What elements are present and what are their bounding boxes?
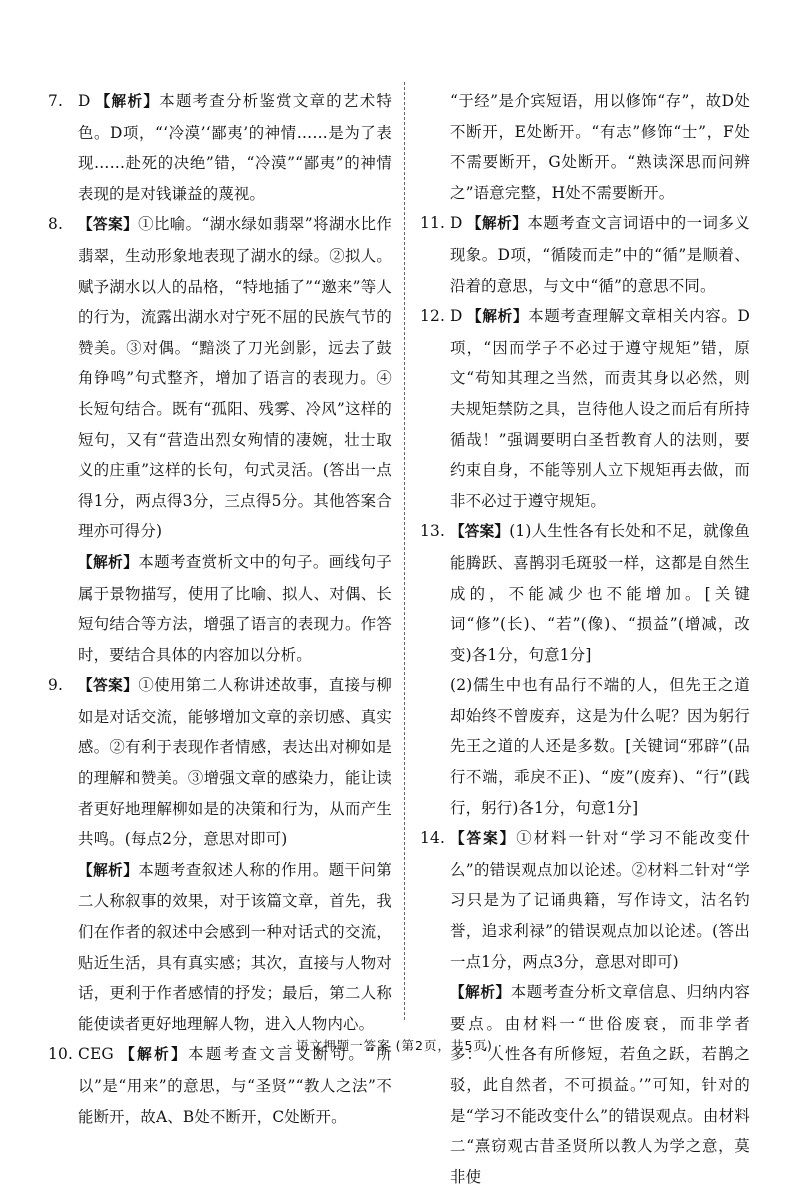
paragraph-text: (2)儒生中也有品行不端的人，但先王之道却始终不曾废弃，这是为什么呢？因为躬行先王之道的人还是多数。[关键词“邪辟”(品行不端，乖戾不正)、“废”(废弃)、“行”(践行，躬行)各1分，句意1分] bbox=[450, 676, 750, 817]
paragraph-text: “于经”是介宾短语，用以修饰“存”，故D处不断开，E处断开。“有志”修饰“士”，F处不需要断开，G处断开。“熟读深思而问辨之”语意完整，H处不需要断开。 bbox=[450, 92, 750, 202]
answer-item bbox=[420, 86, 750, 208]
paragraph-text: 本题考查文言文断句。“所以”是“用来”的意思，与“圣贤”“教人之法”不能断开，故A、B处不断开，C处断开。 bbox=[78, 1045, 392, 1126]
answer-paragraph bbox=[450, 977, 750, 1192]
paragraph-text: 本题考查赏析文中的句子。画线句子属于景物描写，使用了比喻、拟人、对偶、长短句结合等方法，增强了语言的表现力。作答时，要结合具体的内容加以分析。 bbox=[78, 552, 392, 664]
right-column bbox=[420, 86, 750, 1192]
paragraph-text: 本题考查分析文章信息、归纳内容要点。由材料一“世俗废衰，而非学者多：‘人性各有所修短，若鱼之跃，若鹊之驳，此自然者，不可损益。’”可知，针对的是“学习不能改变什么”的错误观点。由材料二“熹窃观古昔圣贤所以教人为学之意，莫非使 bbox=[450, 983, 750, 1186]
question-number: 10. bbox=[48, 1045, 74, 1064]
answer-paragraph bbox=[450, 301, 750, 516]
section-tag: 【答案】 bbox=[78, 677, 139, 695]
answer-paragraph bbox=[78, 86, 392, 209]
question-number: 14. bbox=[420, 829, 446, 848]
answer-choice: CEG bbox=[78, 1045, 114, 1064]
paragraph-text: ①比喻。“湖水绿如翡翠”将湖水比作翡翠，生动形象地表现了湖水的绿。②拟人。赋予湖水以人的品格，“特地插了”“邀来”等人的行为，流露出湖水对宁死不屈的民族气节的赞美。③对偶。“黯淡了刀光剑影，远去了鼓角铮鸣”句式整齐，增加了语言的表现力。④长短句结合。既有“孤阳、残雾、冷风”这样的短句，又有“营造出烈女殉情的凄婉，壮士取义的庄重”这样的长句，句式灵活。(答出一点得1分，两点得3分，三点得5分。其他答案合理亦可得分) bbox=[78, 215, 392, 541]
answer-item bbox=[48, 670, 392, 1039]
section-tag: 【答案】 bbox=[450, 523, 510, 541]
paragraph-text: ①使用第二人称讲述故事，直接与柳如是对话交流，能够增加文章的亲切感、真实感。②有利于表现作者情感，表达出对柳如是的理解和赞美。③增强文章的感染力，能让读者更好地理解柳如是的决策和行为，从而产生共鸣。(每点2分，意思对即可) bbox=[78, 676, 392, 849]
paragraph-text: 本题考查分析鉴赏文章的艺术特色。D项，“‘冷漠’‘鄙夷’的神情……是为了表现……赴死的决绝”错，“冷漠”“鄙夷”的神情表现的是对钱谦益的蔑视。 bbox=[78, 92, 392, 203]
question-number: 13. bbox=[420, 522, 446, 541]
column-divider bbox=[404, 82, 405, 1020]
section-tag: 【解析】 bbox=[466, 308, 529, 326]
left-column bbox=[48, 86, 392, 1132]
answer-paragraph bbox=[450, 208, 750, 301]
answer-choice: D bbox=[450, 214, 463, 233]
answer-item bbox=[420, 208, 750, 301]
answer-paragraph bbox=[78, 209, 392, 547]
paragraph-text: 本题考查文言词语中的一词多义现象。D项，“循陵而走”中的“循”是顺着、沿着的意思，与文中“循”的意思不同。 bbox=[450, 214, 750, 295]
section-tag: 【解析】 bbox=[466, 215, 528, 233]
section-tag: 【解析】 bbox=[78, 553, 139, 571]
paragraph-text: (1)人生性各有长处和不足，就像鱼能腾跃、喜鹊羽毛斑驳一样，这都是自然生成的，不能减少也不能增加。[关键词“修”(长)、“若”(像)、“损益”(增减，改变)各1分，句意1分] bbox=[450, 522, 750, 664]
answer-paragraph bbox=[450, 670, 750, 823]
answer-choice: D bbox=[450, 307, 463, 326]
section-tag: 【解析】 bbox=[117, 1046, 189, 1064]
answer-item bbox=[420, 516, 750, 823]
question-number: 12. bbox=[420, 307, 446, 326]
question-number: 8. bbox=[48, 215, 64, 234]
section-tag: 【解析】 bbox=[78, 861, 139, 879]
page-footer: · 语文押题一答案 (第2页，共5页) · bbox=[286, 1038, 503, 1053]
section-tag: 【答案】 bbox=[78, 216, 139, 234]
section-tag: 【答案】 bbox=[450, 830, 517, 848]
answer-paragraph bbox=[450, 823, 750, 977]
answer-paragraph bbox=[78, 547, 392, 670]
section-tag: 【解析】 bbox=[450, 984, 511, 1002]
answer-item bbox=[48, 209, 392, 670]
answer-paragraph bbox=[450, 516, 750, 670]
answer-paragraph bbox=[450, 86, 750, 208]
question-number: 11. bbox=[420, 214, 446, 233]
answer-paragraph bbox=[78, 855, 392, 1040]
section-tag: 【解析】 bbox=[94, 93, 160, 110]
question-number: 9. bbox=[48, 676, 64, 695]
paragraph-text: 本题考查理解文章相关内容。D项，“因而学子不必过于遵守规矩”错，原文“苟知其理之当然，而责其身以必然，则夫规矩禁防之具，岂待他人设之而后有所持循哉！”强调要明白圣哲教育人的法则，要约束自身，不能等别人立下规矩再去做，而非不必过于遵守规矩。 bbox=[450, 307, 751, 510]
paragraph-text: ①材料一针对“学习不能改变什么”的错误观点加以论述。②材料二针对“学习只是为了记诵典籍，写作诗文，沽名钓誉，追求利禄”的错误观点加以论述。(答出一点1分，两点3分，意思对即可) bbox=[450, 829, 750, 971]
answer-choice: D bbox=[78, 92, 91, 110]
paragraph-text: 本题考查叙述人称的作用。题干问第二人称叙事的效果，对于该篇文章，首先，我们在作者的叙述中会感到一种对话式的交流，贴近生活，具有真实感；其次，直接与人物对话，更利于作者感情的抒发；最后，第二人称能使读者更好地理解人物，进入人物内心。 bbox=[78, 860, 392, 1033]
answer-paragraph bbox=[78, 670, 392, 855]
answer-item bbox=[420, 301, 750, 516]
answer-item bbox=[420, 823, 750, 1192]
answer-item bbox=[48, 86, 392, 209]
question-number: 7. bbox=[48, 92, 64, 110]
